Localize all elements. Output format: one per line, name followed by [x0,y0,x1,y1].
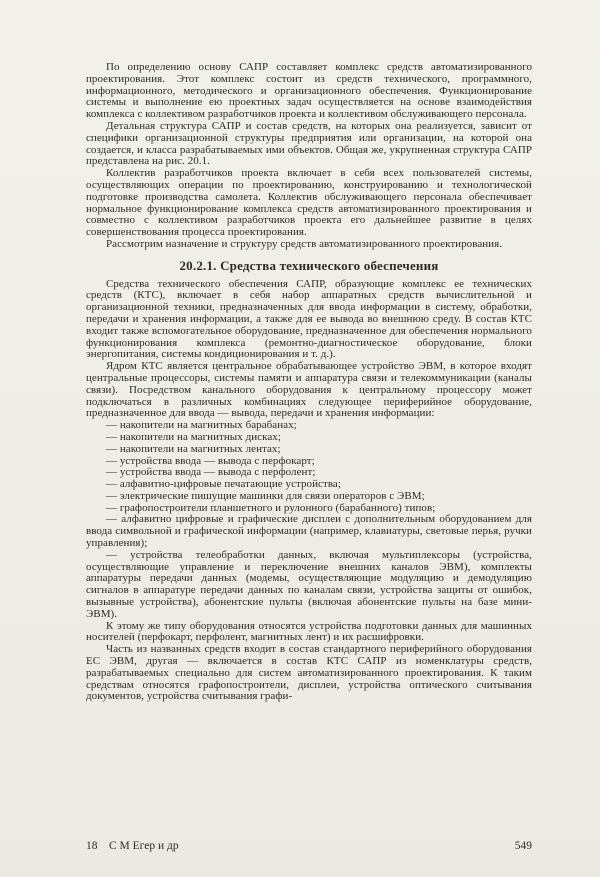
paragraph: Детальная структура САПР и состав средств, на которых она реализуется, зависит от специфики организационной структуры предприятия или организации, на которой она создается, и класса разрабатываемых ими объектов. Общая же, укрупненная структура САПР представлена на рис. 20.1. [86,119,532,168]
paragraph: Средства технического обеспечения САПР, образующие комплекс ее технических средств (КТС), включает в себя набор аппаратных средств вычислительной и организационной техники, предназначенных для ввода информации в систему, обработки, передачи и хранения информации, а также для ее вывода во внешнюю среду. В состав КТС входит также вспомогательное оборудование, предназначенное для обеспечения нормального функционирования комплекса (ремонтно-диагностическое оборудование, блоки энергопитания, системы кондиционирования и т. д.). [86,277,532,361]
paragraph: По определению основу САПР составляет комплекс средств автоматизированного проектирования. Этот комплекс состоит из средств технического, программного, информационного, методического и организационного обеспечения. Функционирование системы и выполнение ею проектных задач осуществляется на основе взаимодействия комплекса с коллективом разработчиков проекта и коллективом обслуживающего персонала. [86,61,532,121]
list-item: — алфавитно-цифровые печатающие устройства; [106,478,341,491]
list-item: — устройства телеобработки данных, включая мультиплексоры (устройства, осуществляющие управление и переключение внешних каналов ЭВМ), комплекты аппаратуры передачи данных (модемы, осуществляющие модуляцию и демодуляцию сигналов в аппаратуре передачи данных по каналам связи, устройства защиты от ошибок, вызывные устройства), абонентские пульты (включая абонентские пульты на базе мини-ЭВМ). [86,548,532,620]
list-item: — накопители на магнитных дисках; [106,430,281,443]
footer-signature: 18 С М Егер и др [86,840,179,852]
paragraph: Ядром КТС является центральное обрабатывающее устройство ЭВМ, в которое входят центральные процессоры, системы памяти и аппаратура связи и телекоммуникации (каналы связи). Посредством канального оборудования к центральному процессору может подключаться в различных комбинациях следующее периферийное оборудование, предназначенное для ввода — вывода, передачи и хранения информации: [86,360,532,420]
list-item: — электрические пишущие машинки для связи операторов с ЭВМ; [106,489,425,502]
list-item: — устройства ввода — вывода с перфолент; [106,466,316,479]
list-item: — накопители на магнитных лентах; [106,442,281,455]
text-column [86,62,532,703]
page-footer [86,840,532,852]
list-item: — графопостроители планшетного и рулонного (барабанного) типов; [106,501,436,514]
paragraph: Часть из названных средств входит в состав стандартного периферийного оборудования ЕС ЭВМ, другая — включается в состав КТС САПР из номенклатуры средств, разрабатываемых специально для систем автоматизированного проектирования. К таким средствам относятся графопостроители, дисплеи, устройства оптического считывания документов, устройства считывания графи- [86,643,532,703]
paragraph: Коллектив разработчиков проекта включает в себя всех пользователей системы, осуществляющих операции по проектированию, конструированию и технологической подготовке производства самолета. Коллектив обслуживающего персонала обеспечивает нормальное функционирование комплекса средств автоматизированного проектирования и совместно с коллективом разработчиков проекта его дальнейшее развитие в целях совершенствования процесса проектирования. [86,167,532,239]
section-heading: 20.2.1. Средства технического обеспечения [179,257,439,273]
paragraph: Рассмотрим назначение и структуру средств автоматизированного проектирования. [106,237,503,250]
list-item: — алфавитно цифровые и графические дисплеи с дополнительным оборудованием для ввода символьной и графической информации (например, клавиатуры, световые перья, ручки управления); [86,513,532,550]
page-number: 549 [514,840,532,852]
list-item: — накопители на магнитных барабанах; [106,419,297,432]
paragraph: К этому же типу оборудования относятся устройства подготовки данных для машинных носителей (перфокарт, перфолент, магнитных лент) и их расшифровки. [86,619,532,644]
list-item: — устройства ввода — вывода с перфокарт; [106,454,315,467]
